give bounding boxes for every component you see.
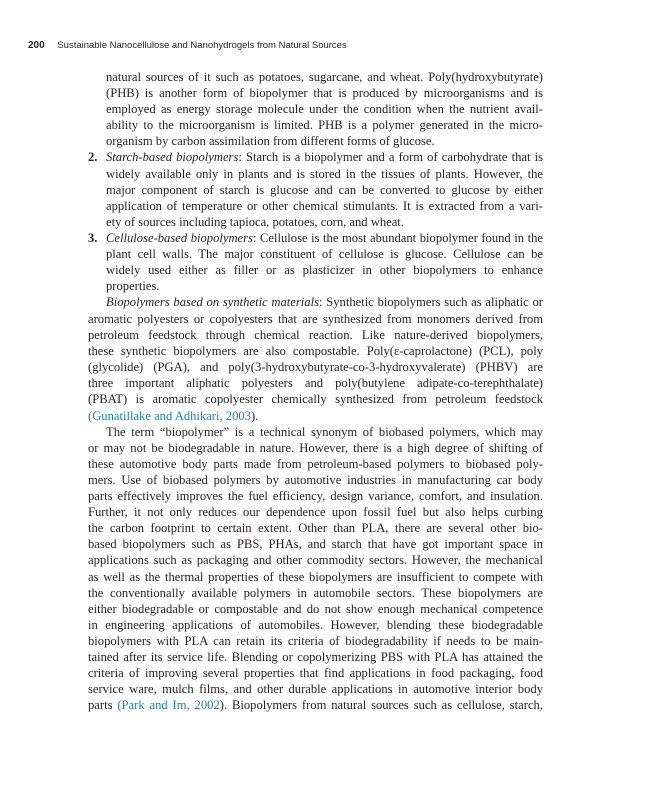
text-fragment: ). Biopolymers from natural sources such as cellulose, starch, [219,698,544,713]
text-line: petroleum feedstock through chemical reaction. Like nature-derived biopolymers, [88,328,543,343]
text-line: plant cell walls. The major constituent of cellulose is glucose. Cellulose can be [106,247,543,262]
text-line: ety of sources including tapioca, potatoes, corn, and wheat. [106,214,404,229]
text-line: as well as the thermal properties of these biopolymers are insufficient to compete with [88,569,543,584]
text-line: service ware, mulch films, and other durable applications in automotive interior body [88,682,543,697]
text-line: parts effectively improves the fuel efficiency, design variance, comfort, and insulation. [88,489,543,504]
list-number: 2. [88,150,98,165]
running-title: Sustainable Nanocellulose and Nanohydrogels from Natural Sources [57,40,347,51]
text-line: application of temperature or other chemical stimulants. It is extracted from a vari- [106,198,543,213]
text-line: based biopolymers such as PBS, PHAs, and starch that have got important space in [88,537,543,552]
list-item-starch [88,149,543,165]
text-line [88,408,543,424]
text-line: these automotive body parts made from petroleum-based polymers to biobased poly- [88,456,543,471]
text-line [88,697,543,713]
item-text: : Starch is a biopolymer and a form of carbohydrate that is [238,150,543,165]
text-line: (PBAT) is aromatic copolyester chemically synthesized from petroleum feedstock [88,392,543,407]
list-item-cellulose [88,230,543,246]
list-number: 3. [88,230,98,245]
text-line: the conventionally available polymers in automobile sectors. These biopolymers are [88,585,543,600]
text-line: properties. [106,279,160,294]
text-line: or may not be biodegradable in nature. However, there is a high degree of shifting of [88,440,543,455]
text-line: (glycolide) (PGA), and poly(3-hydroxybutyrate-co-3-hydroxyvalerate) (PHBV) are [88,360,543,375]
text-line: applications such as packaging and other commodity sectors. However, the mechanical [88,553,543,568]
item-title: Starch-based biopolymers [106,150,239,165]
text-line: aromatic polyesters or copolyesters that are synthesized from monomers derived from [88,312,543,326]
text-line: the carbon footprint to certain extent. Other than PLA, there are several other bio- [88,521,543,536]
item-title: Cellulose-based biopolymers [106,230,253,245]
text-fragment: parts [88,698,118,713]
text-line: tained after its service life. Blending or copolymerizing PBS with PLA has attained the [88,649,543,664]
text-line: The term “biopolymer” is a technical synonym of biobased polymers, which may [106,424,543,439]
text-line: Further, it not only reduces our dependence upon fossil fuel but also helps curbing [88,505,543,520]
text-line: mers. Use of biobased polymers by automotive industries in manufacturing car body [88,472,543,487]
text-line: (PHB) is another form of biopolymer that is produced by microorganisms and is [106,86,543,101]
text-line: criteria of improving several properties that find applications in food packaging, food [88,666,543,681]
paragraph-title: Biopolymers based on synthetic materials [106,295,319,310]
text-line: these synthetic biopolymers are also compostable. Poly(ε-caprolactone) (PCL), poly [88,344,543,359]
synthetic-paragraph-start [88,294,543,310]
text-line: either biodegradable or compostable and do not show enough mechanical competence [88,601,543,616]
text-line: widely used either as filler or as plasticizer in other biopolymers to enhance [106,263,543,278]
page-number: 200 [28,40,45,51]
citation-link[interactable]: (Gunatillake and Adhikari, 2003 [88,408,251,423]
text-line: widely available only in plants and is stored in the tissues of plants. However, the [106,166,543,181]
citation-close: ). [250,408,259,423]
text-line: employed as energy storage molecule under the condition when the nutrient avail- [106,102,543,117]
text-line: major component of starch is glucose and can be converted to glucose by either [106,182,543,197]
body-text [88,69,543,310]
item-text: : Cellulose is the most abundant biopolymer found in the [252,230,543,245]
text-line: biopolymers with PLA can retain its criteria of biodegradability if needs to be main- [88,633,543,648]
text-line: three important aliphatic polyesters and poly(butylene adipate-co-terephthalate) [88,376,543,391]
running-header [28,40,618,54]
text-line: natural sources of it such as potatoes, sugarcane, and wheat. Poly(hydroxybutyrate) [106,70,543,84]
text-line: organism by carbon assimilation from different forms of glucose. [106,134,435,149]
text-line: in engineering applications of automobiles. However, blending these biodegradable [88,617,543,632]
citation-link[interactable]: (Park and Im, 2002 [117,698,220,713]
text-line: ability to the microorganism is limited. PHB is a polymer generated in the micro- [106,118,543,133]
body-text-full-width [88,311,543,713]
paragraph-text: : Synthetic biopolymers such as aliphatic or [319,295,543,310]
